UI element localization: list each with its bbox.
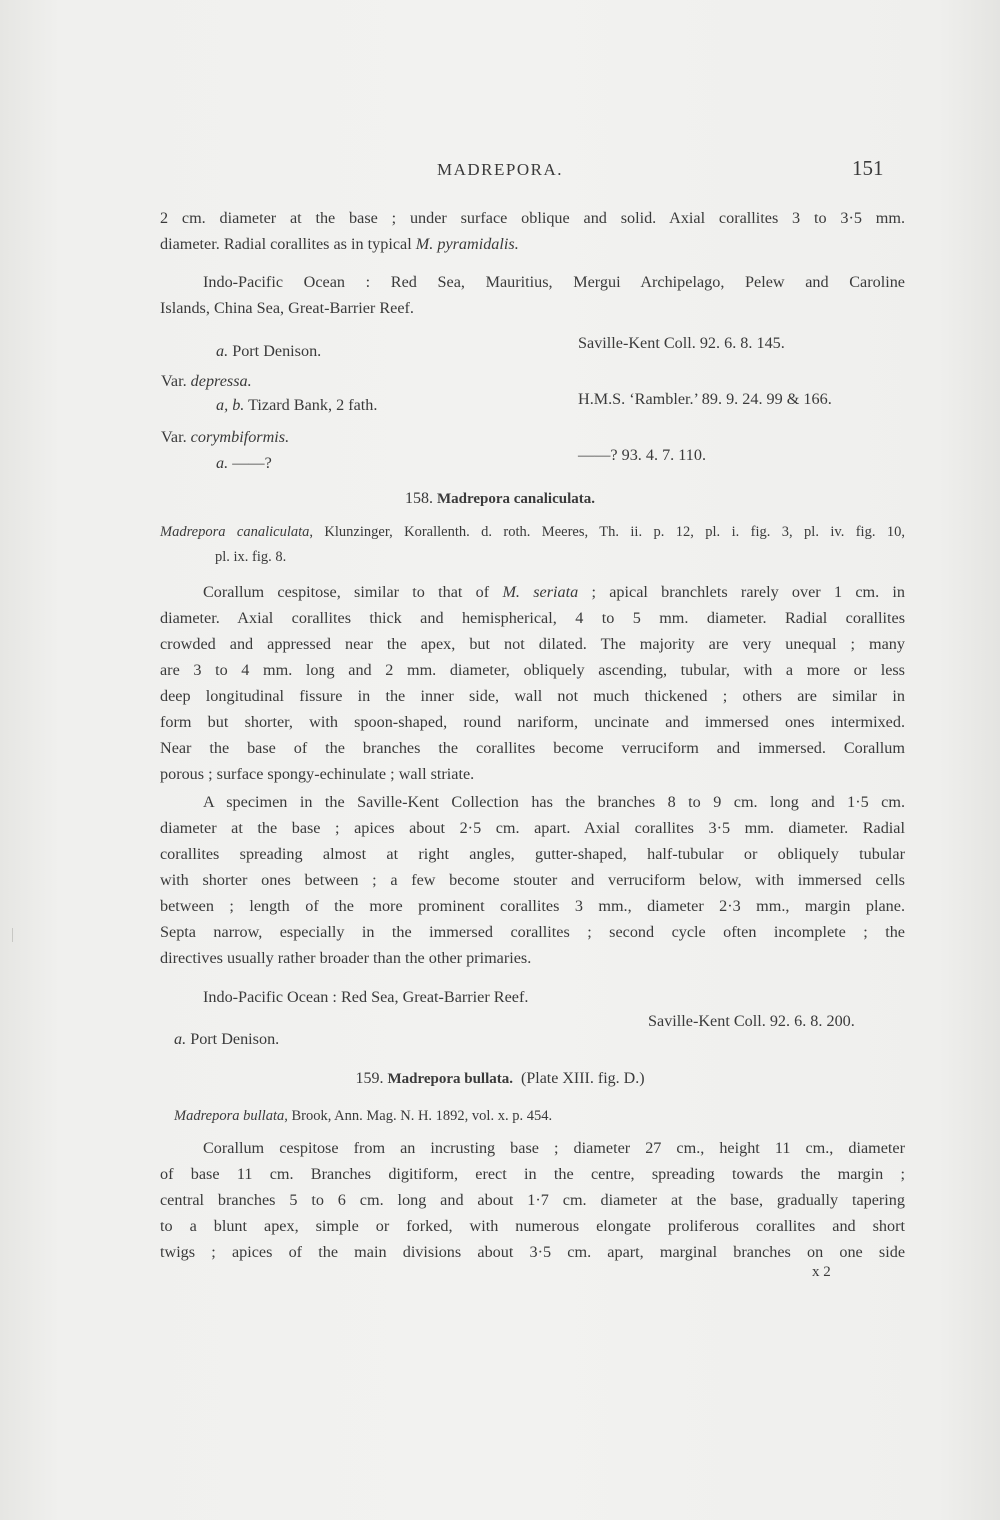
description-line: crowded and appressed near the apex, but not dilated. The majority are very unequal ; many: [160, 635, 905, 653]
text-line: 2 cm. diameter at the base ; under surface oblique and solid. Axial corallites 3 to 3·5 mm.: [160, 209, 905, 227]
description-line: to a blunt apex, simple or forked, with numerous elongate proliferous corallites and short: [160, 1217, 905, 1235]
specimen-collection: H.M.S. ‘Rambler.’ 89. 9. 24. 99 & 166.: [578, 390, 832, 408]
description-line: porous ; surface spongy-echinulate ; wall striate.: [160, 765, 475, 783]
text-line: diameter. Radial corallites as in typical M. pyramidalis.: [160, 235, 519, 253]
synonymy-citation: Madrepora canaliculata, Klunzinger, Korallenth. d. roth. Meeres, Th. ii. p. 12, pl. i. fig. 3, pl. iv. fig. 10,: [160, 524, 905, 540]
description-line: with shorter ones between ; a few become stouter and verruciform below, with immersed cells: [160, 871, 905, 889]
description-line: corallites spreading almost at right angles, gutter-shaped, half-tubular or obliquely tubular: [160, 845, 905, 863]
description-line: of base 11 cm. Branches digitiform, erect in the centre, spreading towards the margin ;: [160, 1165, 905, 1183]
specimen-collection: ——? 93. 4. 7. 110.: [578, 446, 706, 464]
variety-heading: Var. depressa.: [161, 372, 252, 390]
description-line: twigs ; apices of the main divisions about 3·5 cm. apart, marginal branches on one side: [160, 1243, 905, 1261]
description-line: form but shorter, with spoon-shaped, round nariform, uncinate and immersed ones intermixed.: [160, 713, 905, 731]
description-line: diameter at the base ; apices about 2·5 cm. apart. Axial corallites 3·5 mm. diameter. Radial: [160, 819, 905, 837]
description-line: Corallum cespitose, similar to that of M. seriata ; apical branchlets rarely over 1 cm. in: [203, 583, 905, 601]
description-line: Near the base of the branches the corallites become verruciform and immersed. Corallum: [160, 739, 905, 757]
synonymy-citation: pl. ix. fig. 8.: [215, 549, 287, 565]
specimen-collection: Saville-Kent Coll. 92. 6. 8. 145.: [578, 334, 785, 352]
margin-mark: [12, 928, 13, 942]
page-number: 151: [852, 156, 884, 180]
specimen-entry: a, b. Tizard Bank, 2 fath.: [216, 396, 378, 414]
description-line: Corallum cespitose from an incrusting base ; diameter 27 cm., height 11 cm., diameter: [203, 1139, 905, 1157]
distribution-line: Indo-Pacific Ocean : Red Sea, Mauritius, Mergui Archipelago, Pelew and Caroline: [203, 273, 905, 291]
specimen-entry: a. Port Denison.: [174, 1030, 280, 1048]
running-title: MADREPORA.: [437, 160, 563, 179]
description-line: between ; length of the more prominent corallites 3 mm., diameter 2·3 mm., margin plane.: [160, 897, 905, 915]
description-line: are 3 to 4 mm. long and 2 mm. diameter, obliquely ascending, tubular, with a more or less: [160, 661, 905, 679]
specimen-entry: a. Port Denison.: [216, 342, 322, 360]
species-heading-158: 158. Madrepora canaliculata.: [404, 490, 596, 507]
description-line: Septa narrow, especially in the immersed corallites ; second cycle often incomplete ; the: [160, 923, 905, 941]
specimen-collection: Saville-Kent Coll. 92. 6. 8. 200.: [648, 1012, 855, 1030]
description-line: A specimen in the Saville-Kent Collection has the branches 8 to 9 cm. long and 1·5 cm.: [203, 793, 905, 811]
variety-heading: Var. corymbiformis.: [161, 428, 290, 446]
signature-mark: x 2: [812, 1264, 831, 1280]
distribution-line: Islands, China Sea, Great-Barrier Reef.: [160, 299, 414, 317]
specimen-entry: a. ——?: [216, 454, 272, 472]
description-line: central branches 5 to 6 cm. long and about 1·7 cm. diameter at the base, gradually tapering: [160, 1191, 905, 1209]
description-line: deep longitudinal fissure in the inner side, wall not much thickened ; others are similar in: [160, 687, 905, 705]
distribution-line: Indo-Pacific Ocean : Red Sea, Great-Barrier Reef.: [203, 988, 529, 1006]
description-line: diameter. Axial corallites thick and hemispherical, 4 to 5 mm. diameter. Radial corallites: [160, 609, 905, 627]
description-line: directives usually rather broader than the other primaries.: [160, 949, 532, 967]
species-heading-159: 159. Madrepora bullata. (Plate XIII. fig. D.): [355, 1070, 645, 1087]
synonymy-citation: Madrepora bullata, Brook, Ann. Mag. N. H. 1892, vol. x. p. 454.: [174, 1108, 553, 1124]
